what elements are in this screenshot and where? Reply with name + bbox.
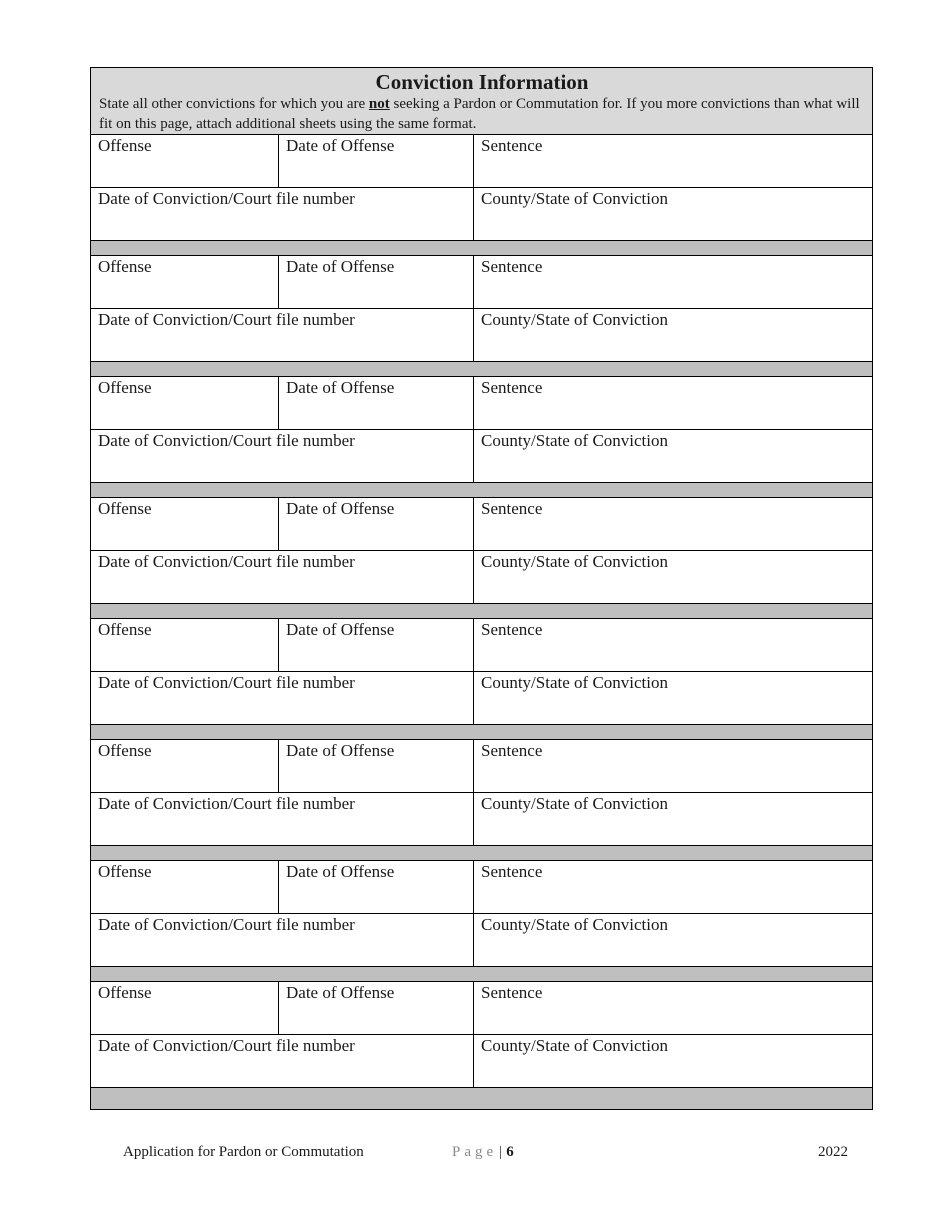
entry-separator — [91, 241, 873, 256]
conviction-information-table — [90, 67, 873, 1110]
offense-label: Offense — [98, 620, 152, 639]
conviction-entry-row-bottom — [91, 793, 873, 846]
conviction-date-file-number-field[interactable] — [91, 793, 474, 846]
entry-separator-cell — [91, 483, 873, 498]
conviction-entry-row-top — [91, 377, 873, 430]
conviction-date-file-number-field[interactable] — [91, 188, 474, 241]
conviction-date-file-number-label: Date of Conviction/Court file number — [98, 673, 355, 692]
county-state-field[interactable] — [474, 551, 873, 604]
date-of-offense-label: Date of Offense — [286, 741, 395, 760]
date-of-offense-label: Date of Offense — [286, 136, 395, 155]
county-state-field[interactable] — [474, 793, 873, 846]
conviction-date-file-number-label: Date of Conviction/Court file number — [98, 310, 355, 329]
conviction-entry-row-top — [91, 135, 873, 188]
sentence-label: Sentence — [481, 862, 543, 881]
county-state-label: County/State of Conviction — [481, 1036, 668, 1055]
conviction-entry-row-top — [91, 740, 873, 793]
offense-label: Offense — [98, 378, 152, 397]
conviction-date-file-number-label: Date of Conviction/Court file number — [98, 794, 355, 813]
date-of-offense-field[interactable] — [279, 982, 474, 1035]
date-of-offense-field[interactable] — [279, 377, 474, 430]
conviction-date-file-number-label: Date of Conviction/Court file number — [98, 1036, 355, 1055]
date-of-offense-label: Date of Offense — [286, 499, 395, 518]
date-of-offense-field[interactable] — [279, 135, 474, 188]
county-state-field[interactable] — [474, 914, 873, 967]
entry-separator — [91, 362, 873, 377]
conviction-entry-row-bottom — [91, 551, 873, 604]
date-of-offense-field[interactable] — [279, 498, 474, 551]
table-header — [91, 68, 873, 135]
conviction-date-file-number-field[interactable] — [91, 551, 474, 604]
conviction-date-file-number-field[interactable] — [91, 672, 474, 725]
offense-label: Offense — [98, 257, 152, 276]
conviction-date-file-number-label: Date of Conviction/Court file number — [98, 189, 355, 208]
conviction-entry-row-top — [91, 619, 873, 672]
entry-separator-cell — [91, 846, 873, 861]
sentence-field[interactable] — [474, 498, 873, 551]
entry-separator — [91, 604, 873, 619]
conviction-entry-row-top — [91, 256, 873, 309]
conviction-date-file-number-field[interactable] — [91, 1035, 474, 1088]
offense-field[interactable] — [91, 135, 279, 188]
footer-document-title: Application for Pardon or Commutation — [123, 1144, 364, 1160]
entry-separator-cell — [91, 241, 873, 256]
county-state-field[interactable] — [474, 1035, 873, 1088]
entry-separator — [91, 483, 873, 498]
entry-separator-cell — [91, 362, 873, 377]
conviction-entry-row-bottom — [91, 309, 873, 362]
date-of-offense-field[interactable] — [279, 740, 474, 793]
conviction-date-file-number-field[interactable] — [91, 430, 474, 483]
offense-label: Offense — [98, 136, 152, 155]
offense-label: Offense — [98, 862, 152, 881]
conviction-date-file-number-label: Date of Conviction/Court file number — [98, 915, 355, 934]
conviction-entry-row-bottom — [91, 1035, 873, 1088]
county-state-field[interactable] — [474, 188, 873, 241]
date-of-offense-label: Date of Offense — [286, 983, 395, 1002]
offense-label: Offense — [98, 741, 152, 760]
offense-field[interactable] — [91, 740, 279, 793]
date-of-offense-label: Date of Offense — [286, 620, 395, 639]
county-state-label: County/State of Conviction — [481, 552, 668, 571]
sentence-label: Sentence — [481, 983, 543, 1002]
sentence-field[interactable] — [474, 135, 873, 188]
conviction-entry-row-top — [91, 498, 873, 551]
section-title: Conviction Information — [375, 70, 589, 94]
entry-separator-cell — [91, 604, 873, 619]
sentence-field[interactable] — [474, 256, 873, 309]
conviction-entry-row-bottom — [91, 672, 873, 725]
conviction-entry-row-bottom — [91, 188, 873, 241]
county-state-field[interactable] — [474, 430, 873, 483]
entry-separator-cell — [91, 1088, 873, 1110]
sentence-label: Sentence — [481, 378, 543, 397]
conviction-entry-row-top — [91, 982, 873, 1035]
sentence-field[interactable] — [474, 861, 873, 914]
offense-label: Offense — [98, 499, 152, 518]
entry-separator — [91, 1088, 873, 1110]
footer-year: 2022 — [818, 1144, 848, 1160]
sentence-label: Sentence — [481, 136, 543, 155]
sentence-label: Sentence — [481, 257, 543, 276]
page-footer — [0, 1144, 950, 1166]
offense-field[interactable] — [91, 982, 279, 1035]
sentence-field[interactable] — [474, 377, 873, 430]
date-of-offense-field[interactable] — [279, 619, 474, 672]
county-state-label: County/State of Conviction — [481, 431, 668, 450]
date-of-offense-field[interactable] — [279, 861, 474, 914]
offense-field[interactable] — [91, 861, 279, 914]
conviction-entry-row-bottom — [91, 430, 873, 483]
sentence-label: Sentence — [481, 499, 543, 518]
conviction-date-file-number-field[interactable] — [91, 914, 474, 967]
offense-field[interactable] — [91, 256, 279, 309]
date-of-offense-field[interactable] — [279, 256, 474, 309]
conviction-entry-row-top — [91, 861, 873, 914]
entry-separator-cell — [91, 967, 873, 982]
footer-page-word: Page — [452, 1144, 498, 1160]
instructions-text: State all other convictions for which you are not seeking a Pardon or Commutation for. If you more convictions than what will fit on this page, attach additional sheets using the same format. — [99, 96, 860, 132]
county-state-field[interactable] — [474, 672, 873, 725]
offense-field[interactable] — [91, 619, 279, 672]
sentence-field[interactable] — [474, 740, 873, 793]
offense-field[interactable] — [91, 377, 279, 430]
county-state-label: County/State of Conviction — [481, 673, 668, 692]
county-state-label: County/State of Conviction — [481, 794, 668, 813]
sentence-field[interactable] — [474, 982, 873, 1035]
footer-page-indicator — [452, 1144, 514, 1161]
conviction-entry-row-bottom — [91, 914, 873, 967]
conviction-date-file-number-label: Date of Conviction/Court file number — [98, 552, 355, 571]
entry-separator — [91, 725, 873, 740]
date-of-offense-label: Date of Offense — [286, 257, 395, 276]
county-state-field[interactable] — [474, 309, 873, 362]
footer-page-number: 6 — [506, 1144, 514, 1160]
sentence-field[interactable] — [474, 619, 873, 672]
sentence-label: Sentence — [481, 741, 543, 760]
entry-separator — [91, 967, 873, 982]
offense-field[interactable] — [91, 498, 279, 551]
offense-label: Offense — [98, 983, 152, 1002]
county-state-label: County/State of Conviction — [481, 310, 668, 329]
sentence-label: Sentence — [481, 620, 543, 639]
county-state-label: County/State of Conviction — [481, 189, 668, 208]
conviction-date-file-number-field[interactable] — [91, 309, 474, 362]
entry-separator-cell — [91, 725, 873, 740]
date-of-offense-label: Date of Offense — [286, 378, 395, 397]
entry-separator — [91, 846, 873, 861]
date-of-offense-label: Date of Offense — [286, 862, 395, 881]
instructions-emphasis: not — [368, 96, 390, 112]
conviction-date-file-number-label: Date of Conviction/Court file number — [98, 431, 355, 450]
county-state-label: County/State of Conviction — [481, 915, 668, 934]
footer-page-separator: | — [499, 1144, 503, 1160]
